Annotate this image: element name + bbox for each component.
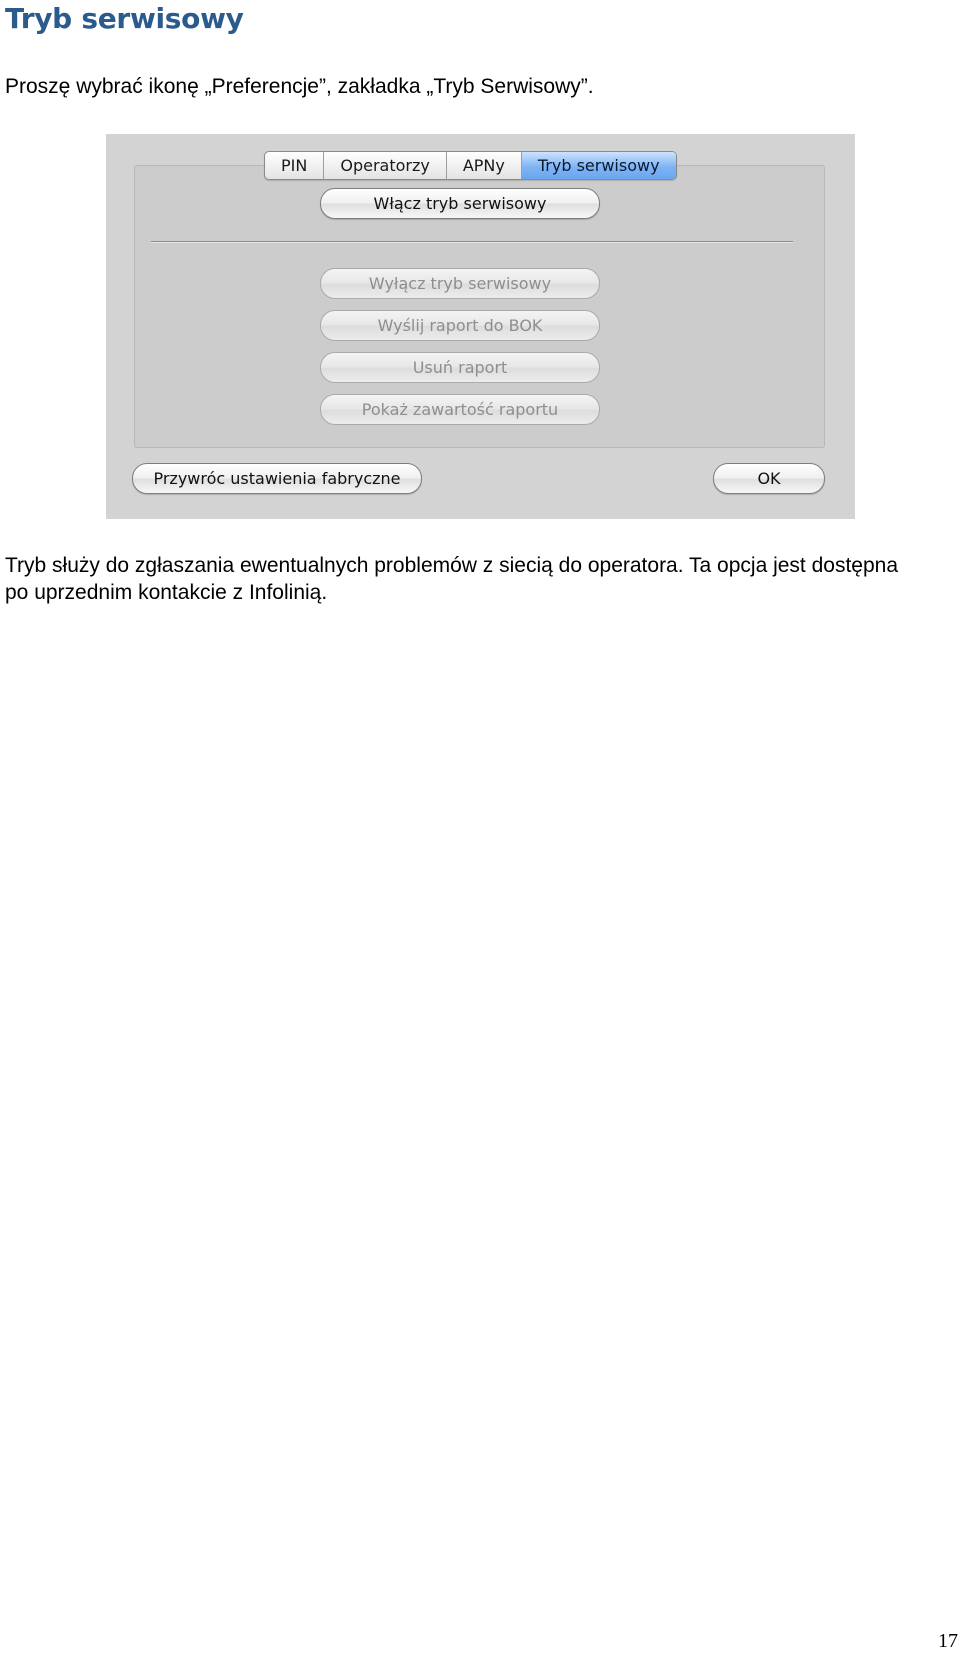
intro-paragraph: Proszę wybrać ikonę „Preferencje”, zakładka „Tryb Serwisowy”.: [5, 75, 594, 98]
tab-operators[interactable]: Operatorzy: [324, 152, 446, 179]
tab-content-panel: [134, 165, 825, 448]
tab-service-mode[interactable]: Tryb serwisowy: [522, 152, 676, 179]
tab-pin[interactable]: PIN: [265, 152, 324, 179]
preferences-tab-bar: [264, 151, 677, 180]
send-report-button[interactable]: Wyślij raport do BOK: [320, 310, 600, 341]
preferences-dialog-screenshot: [106, 134, 855, 519]
delete-report-button[interactable]: Usuń raport: [320, 352, 600, 383]
ok-button[interactable]: OK: [713, 463, 825, 494]
body-paragraph: Tryb służy do zgłaszania ewentualnych problemów z siecią do operatora. Ta opcja jest dostępna po uprzednim kontakcie z Infolinią.: [5, 554, 899, 604]
enable-service-mode-button[interactable]: Włącz tryb serwisowy: [320, 188, 600, 219]
section-divider: [151, 241, 793, 243]
tab-apn[interactable]: APNy: [447, 152, 522, 179]
show-report-button[interactable]: Pokaż zawartość raportu: [320, 394, 600, 425]
page-number: 17: [938, 1630, 958, 1652]
disable-service-mode-button[interactable]: Wyłącz tryb serwisowy: [320, 268, 600, 299]
page-heading: Tryb serwisowy: [5, 2, 244, 35]
factory-reset-button[interactable]: Przywróc ustawienia fabryczne: [132, 463, 422, 494]
